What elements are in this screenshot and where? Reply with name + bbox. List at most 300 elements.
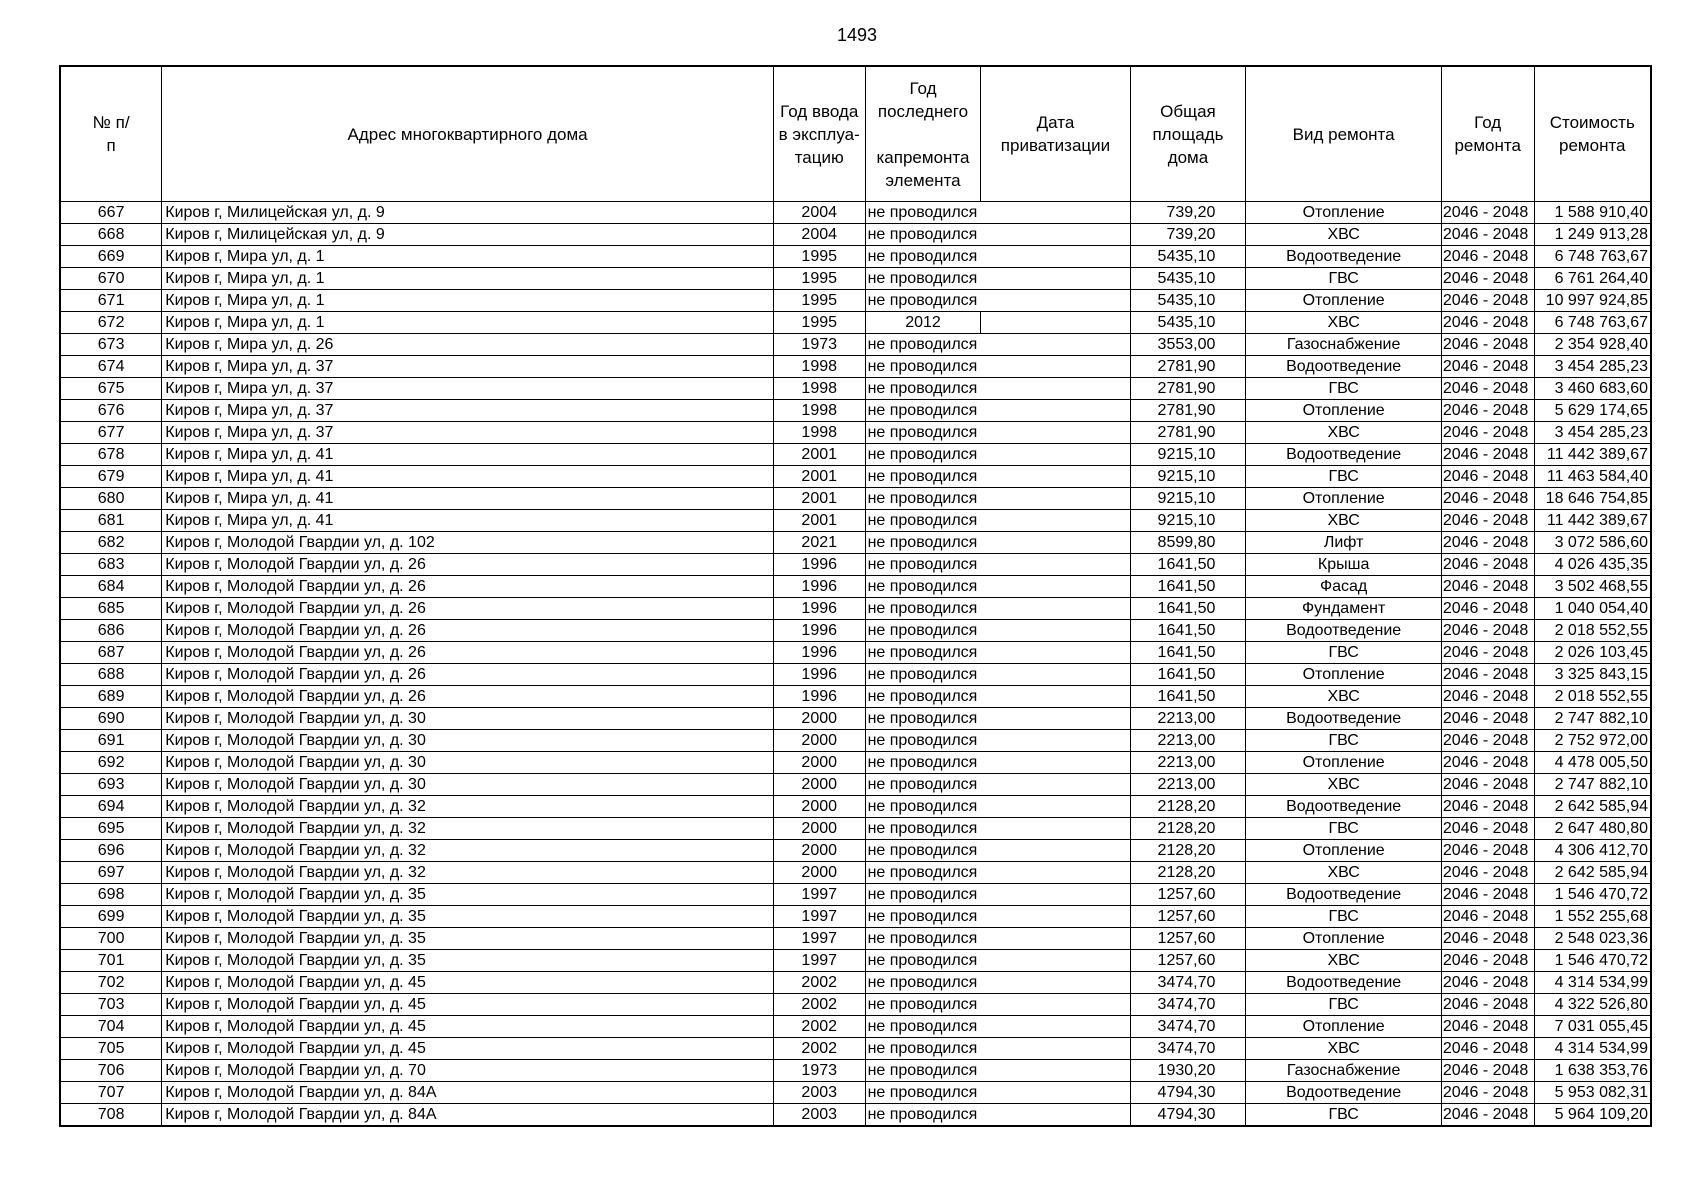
cell-cost: 2 747 882,10 — [1534, 708, 1651, 730]
table-row — [60, 818, 1651, 840]
cell-repair-type: Газоснабжение — [1246, 334, 1441, 356]
cell-address: Киров г, Молодой Гвардии ул, д. 35 — [162, 884, 774, 906]
cell-year-built: 2001 — [773, 488, 865, 510]
cell-last-repair: не проводился — [865, 774, 981, 796]
cell-repair-type: Отопление — [1246, 1016, 1441, 1038]
cell-privatization — [981, 202, 1130, 224]
cell-repair-type: Отопление — [1246, 664, 1441, 686]
cell-repair-type: ГВС — [1246, 994, 1441, 1016]
table-row — [60, 532, 1651, 554]
table-row — [60, 334, 1651, 356]
cell-num: 696 — [60, 840, 162, 862]
cell-year-built: 2000 — [773, 708, 865, 730]
cell-last-repair: не проводился — [865, 532, 981, 554]
cell-privatization — [981, 620, 1130, 642]
cell-last-repair: не проводился — [865, 290, 981, 312]
cell-repair-year: 2046 - 2048 — [1441, 356, 1534, 378]
cell-year-built: 2000 — [773, 752, 865, 774]
cell-num: 678 — [60, 444, 162, 466]
cell-cost: 2 018 552,55 — [1534, 620, 1651, 642]
cell-num: 693 — [60, 774, 162, 796]
cell-cost: 3 325 843,15 — [1534, 664, 1651, 686]
cell-repair-type: Лифт — [1246, 532, 1441, 554]
table-row — [60, 510, 1651, 532]
cell-repair-type: Отопление — [1246, 400, 1441, 422]
cell-repair-year: 2046 - 2048 — [1441, 664, 1534, 686]
cell-area: 1930,20 — [1130, 1060, 1246, 1082]
cell-address: Киров г, Молодой Гвардии ул, д. 70 — [162, 1060, 774, 1082]
cell-year-built: 2002 — [773, 972, 865, 994]
cell-privatization — [981, 488, 1130, 510]
cell-num: 676 — [60, 400, 162, 422]
cell-privatization — [981, 730, 1130, 752]
cell-year-built: 1996 — [773, 686, 865, 708]
table-row — [60, 268, 1651, 290]
cell-area: 1641,50 — [1130, 554, 1246, 576]
cell-address: Киров г, Молодой Гвардии ул, д. 32 — [162, 796, 774, 818]
cell-privatization — [981, 1082, 1130, 1104]
cell-repair-type: ХВС — [1246, 862, 1441, 884]
header-address: Адрес многоквартирного дома — [162, 66, 774, 202]
cell-cost: 4 306 412,70 — [1534, 840, 1651, 862]
table-row — [60, 378, 1651, 400]
table-row — [60, 994, 1651, 1016]
table-row — [60, 1104, 1651, 1127]
cell-repair-year: 2046 - 2048 — [1441, 1104, 1534, 1127]
cell-repair-year: 2046 - 2048 — [1441, 488, 1534, 510]
cell-area: 1257,60 — [1130, 950, 1246, 972]
cell-year-built: 1998 — [773, 378, 865, 400]
cell-num: 702 — [60, 972, 162, 994]
cell-cost: 2 642 585,94 — [1534, 862, 1651, 884]
header-last-repair-line2: капремонта элемента — [876, 147, 970, 190]
header-last-repair — [865, 66, 981, 202]
cell-repair-year: 2046 - 2048 — [1441, 796, 1534, 818]
cell-cost: 1 546 470,72 — [1534, 950, 1651, 972]
cell-address: Киров г, Мира ул, д. 37 — [162, 378, 774, 400]
cell-cost: 11 442 389,67 — [1534, 444, 1651, 466]
cell-area: 2213,00 — [1130, 708, 1246, 730]
cell-repair-year: 2046 - 2048 — [1441, 400, 1534, 422]
table-row — [60, 312, 1651, 334]
cell-area: 1641,50 — [1130, 686, 1246, 708]
cell-privatization — [981, 510, 1130, 532]
cell-area: 1257,60 — [1130, 906, 1246, 928]
table-row — [60, 730, 1651, 752]
cell-num: 671 — [60, 290, 162, 312]
cell-cost: 7 031 055,45 — [1534, 1016, 1651, 1038]
cell-last-repair: не проводился — [865, 928, 981, 950]
cell-last-repair: не проводился — [865, 950, 981, 972]
cell-num: 670 — [60, 268, 162, 290]
cell-num: 697 — [60, 862, 162, 884]
cell-num: 668 — [60, 224, 162, 246]
cell-area: 3474,70 — [1130, 972, 1246, 994]
cell-repair-year: 2046 - 2048 — [1441, 950, 1534, 972]
cell-repair-type: Водоотведение — [1246, 972, 1441, 994]
cell-year-built: 2021 — [773, 532, 865, 554]
cell-repair-year: 2046 - 2048 — [1441, 1038, 1534, 1060]
cell-address: Киров г, Милицейская ул, д. 9 — [162, 202, 774, 224]
cell-privatization — [981, 818, 1130, 840]
cell-repair-type: Водоотведение — [1246, 884, 1441, 906]
cell-area: 5435,10 — [1130, 268, 1246, 290]
cell-area: 2128,20 — [1130, 818, 1246, 840]
cell-repair-year: 2046 - 2048 — [1441, 862, 1534, 884]
cell-repair-type: Водоотведение — [1246, 444, 1441, 466]
cell-year-built: 1998 — [773, 422, 865, 444]
cell-last-repair: не проводился — [865, 906, 981, 928]
cell-year-built: 2002 — [773, 994, 865, 1016]
cell-year-built: 1995 — [773, 290, 865, 312]
cell-num: 669 — [60, 246, 162, 268]
cell-cost: 5 629 174,65 — [1534, 400, 1651, 422]
cell-repair-type: ХВС — [1246, 312, 1441, 334]
cell-last-repair: не проводился — [865, 642, 981, 664]
cell-privatization — [981, 972, 1130, 994]
cell-cost: 2 752 972,00 — [1534, 730, 1651, 752]
cell-repair-year: 2046 - 2048 — [1441, 532, 1534, 554]
cell-num: 698 — [60, 884, 162, 906]
cell-year-built: 1996 — [773, 598, 865, 620]
cell-address: Киров г, Мира ул, д. 41 — [162, 466, 774, 488]
cell-area: 4794,30 — [1130, 1082, 1246, 1104]
cell-repair-year: 2046 - 2048 — [1441, 972, 1534, 994]
table-row — [60, 884, 1651, 906]
cell-cost: 1 638 353,76 — [1534, 1060, 1651, 1082]
cell-repair-year: 2046 - 2048 — [1441, 928, 1534, 950]
cell-cost: 10 997 924,85 — [1534, 290, 1651, 312]
cell-cost: 2 642 585,94 — [1534, 796, 1651, 818]
cell-area: 2128,20 — [1130, 796, 1246, 818]
cell-address: Киров г, Молодой Гвардии ул, д. 26 — [162, 576, 774, 598]
cell-num: 679 — [60, 466, 162, 488]
cell-last-repair: не проводился — [865, 510, 981, 532]
cell-cost: 6 748 763,67 — [1534, 312, 1651, 334]
cell-year-built: 2000 — [773, 796, 865, 818]
cell-privatization — [981, 686, 1130, 708]
cell-address: Киров г, Молодой Гвардии ул, д. 45 — [162, 1038, 774, 1060]
cell-privatization — [981, 598, 1130, 620]
cell-year-built: 2004 — [773, 202, 865, 224]
table-row — [60, 950, 1651, 972]
cell-last-repair: не проводился — [865, 554, 981, 576]
cell-repair-type: Отопление — [1246, 928, 1441, 950]
cell-privatization — [981, 466, 1130, 488]
cell-last-repair: не проводился — [865, 1038, 981, 1060]
cell-num: 686 — [60, 620, 162, 642]
table-row — [60, 1038, 1651, 1060]
cell-address: Киров г, Молодой Гвардии ул, д. 84А — [162, 1082, 774, 1104]
cell-cost: 1 546 470,72 — [1534, 884, 1651, 906]
cell-last-repair: не проводился — [865, 840, 981, 862]
cell-num: 674 — [60, 356, 162, 378]
cell-last-repair: не проводился — [865, 972, 981, 994]
cell-privatization — [981, 950, 1130, 972]
cell-last-repair: не проводился — [865, 884, 981, 906]
cell-area: 2128,20 — [1130, 862, 1246, 884]
cell-area: 2213,00 — [1130, 730, 1246, 752]
cell-num: 685 — [60, 598, 162, 620]
table-row — [60, 290, 1651, 312]
header-repair-type: Вид ремонта — [1246, 66, 1441, 202]
cell-repair-year: 2046 - 2048 — [1441, 774, 1534, 796]
cell-repair-year: 2046 - 2048 — [1441, 884, 1534, 906]
repair-schedule-table — [59, 65, 1652, 1127]
table-row — [60, 906, 1651, 928]
table-row — [60, 774, 1651, 796]
table-row — [60, 1082, 1651, 1104]
table-row — [60, 202, 1651, 224]
cell-year-built: 1997 — [773, 950, 865, 972]
cell-privatization — [981, 378, 1130, 400]
cell-last-repair: не проводился — [865, 356, 981, 378]
cell-num: 707 — [60, 1082, 162, 1104]
cell-address: Киров г, Мира ул, д. 37 — [162, 422, 774, 444]
cell-privatization — [981, 884, 1130, 906]
cell-year-built: 1998 — [773, 400, 865, 422]
table-row — [60, 620, 1651, 642]
cell-area: 2781,90 — [1130, 356, 1246, 378]
cell-privatization — [981, 1060, 1130, 1082]
cell-num: 684 — [60, 576, 162, 598]
cell-repair-year: 2046 - 2048 — [1441, 994, 1534, 1016]
cell-repair-year: 2046 - 2048 — [1441, 906, 1534, 928]
cell-last-repair: не проводился — [865, 444, 981, 466]
cell-area: 1641,50 — [1130, 642, 1246, 664]
cell-area: 739,20 — [1130, 202, 1246, 224]
cell-repair-type: ГВС — [1246, 1104, 1441, 1127]
cell-last-repair: не проводился — [865, 1060, 981, 1082]
table-row — [60, 664, 1651, 686]
cell-privatization — [981, 422, 1130, 444]
cell-last-repair: не проводился — [865, 1016, 981, 1038]
cell-year-built: 1995 — [773, 312, 865, 334]
table-row — [60, 356, 1651, 378]
cell-privatization — [981, 906, 1130, 928]
cell-cost: 11 463 584,40 — [1534, 466, 1651, 488]
cell-area: 8599,80 — [1130, 532, 1246, 554]
cell-last-repair: не проводился — [865, 818, 981, 840]
cell-address: Киров г, Молодой Гвардии ул, д. 30 — [162, 708, 774, 730]
cell-repair-type: Водоотведение — [1246, 620, 1441, 642]
cell-address: Киров г, Мира ул, д. 1 — [162, 246, 774, 268]
cell-address: Киров г, Молодой Гвардии ул, д. 45 — [162, 972, 774, 994]
header-repair-year: Год ремонта — [1441, 66, 1534, 202]
cell-repair-type: Отопление — [1246, 488, 1441, 510]
cell-address: Киров г, Мира ул, д. 41 — [162, 510, 774, 532]
table-row — [60, 840, 1651, 862]
cell-year-built: 1973 — [773, 334, 865, 356]
cell-num: 667 — [60, 202, 162, 224]
cell-address: Киров г, Мира ул, д. 41 — [162, 444, 774, 466]
cell-repair-type: Отопление — [1246, 840, 1441, 862]
cell-num: 695 — [60, 818, 162, 840]
cell-cost: 2 548 023,36 — [1534, 928, 1651, 950]
cell-repair-year: 2046 - 2048 — [1441, 378, 1534, 400]
cell-address: Киров г, Молодой Гвардии ул, д. 30 — [162, 730, 774, 752]
cell-privatization — [981, 862, 1130, 884]
cell-num: 680 — [60, 488, 162, 510]
cell-repair-year: 2046 - 2048 — [1441, 620, 1534, 642]
cell-repair-type: ГВС — [1246, 268, 1441, 290]
cell-area: 3474,70 — [1130, 994, 1246, 1016]
table-header-row — [60, 66, 1651, 202]
cell-area: 2213,00 — [1130, 752, 1246, 774]
table-row — [60, 862, 1651, 884]
table-row — [60, 1016, 1651, 1038]
cell-address: Киров г, Молодой Гвардии ул, д. 45 — [162, 1016, 774, 1038]
header-last-repair-line1: Год последнего — [877, 78, 969, 121]
cell-cost: 1 552 255,68 — [1534, 906, 1651, 928]
cell-cost: 6 748 763,67 — [1534, 246, 1651, 268]
cell-cost: 2 747 882,10 — [1534, 774, 1651, 796]
cell-repair-type: ХВС — [1246, 224, 1441, 246]
cell-area: 9215,10 — [1130, 444, 1246, 466]
cell-cost: 3 502 468,55 — [1534, 576, 1651, 598]
cell-cost: 18 646 754,85 — [1534, 488, 1651, 510]
table-row — [60, 400, 1651, 422]
cell-repair-type: ГВС — [1246, 642, 1441, 664]
cell-cost: 3 460 683,60 — [1534, 378, 1651, 400]
cell-address: Киров г, Мира ул, д. 1 — [162, 312, 774, 334]
cell-year-built: 2001 — [773, 444, 865, 466]
cell-year-built: 2004 — [773, 224, 865, 246]
cell-num: 677 — [60, 422, 162, 444]
cell-year-built: 1997 — [773, 884, 865, 906]
table-row — [60, 686, 1651, 708]
cell-repair-type: Водоотведение — [1246, 708, 1441, 730]
cell-last-repair: не проводился — [865, 752, 981, 774]
cell-num: 705 — [60, 1038, 162, 1060]
cell-address: Киров г, Молодой Гвардии ул, д. 26 — [162, 642, 774, 664]
cell-repair-type: Крыша — [1246, 554, 1441, 576]
cell-last-repair: не проводился — [865, 708, 981, 730]
table-body — [60, 202, 1651, 1127]
cell-last-repair: не проводился — [865, 466, 981, 488]
cell-repair-year: 2046 - 2048 — [1441, 686, 1534, 708]
table-row — [60, 466, 1651, 488]
cell-repair-type: ХВС — [1246, 686, 1441, 708]
cell-year-built: 1997 — [773, 906, 865, 928]
cell-repair-year: 2046 - 2048 — [1441, 1016, 1534, 1038]
header-num: № п/п — [60, 66, 162, 202]
cell-privatization — [981, 708, 1130, 730]
cell-last-repair: не проводился — [865, 994, 981, 1016]
cell-area: 1257,60 — [1130, 884, 1246, 906]
cell-address: Киров г, Молодой Гвардии ул, д. 32 — [162, 840, 774, 862]
cell-area: 1257,60 — [1130, 928, 1246, 950]
cell-area: 9215,10 — [1130, 466, 1246, 488]
cell-privatization — [981, 312, 1130, 334]
cell-year-built: 2000 — [773, 862, 865, 884]
cell-last-repair: не проводился — [865, 268, 981, 290]
cell-repair-year: 2046 - 2048 — [1441, 642, 1534, 664]
cell-privatization — [981, 576, 1130, 598]
header-year-built: Год ввода в эксплуа-тацию — [773, 66, 865, 202]
cell-year-built: 2002 — [773, 1038, 865, 1060]
cell-num: 672 — [60, 312, 162, 334]
cell-privatization — [981, 268, 1130, 290]
cell-year-built: 1996 — [773, 620, 865, 642]
cell-area: 1641,50 — [1130, 664, 1246, 686]
cell-num: 700 — [60, 928, 162, 950]
cell-repair-type: Водоотведение — [1246, 1082, 1441, 1104]
cell-address: Киров г, Молодой Гвардии ул, д. 26 — [162, 620, 774, 642]
cell-cost: 5 964 109,20 — [1534, 1104, 1651, 1127]
cell-year-built: 2001 — [773, 466, 865, 488]
cell-repair-year: 2046 - 2048 — [1441, 246, 1534, 268]
header-area: Общая площадь дома — [1130, 66, 1246, 202]
cell-repair-year: 2046 - 2048 — [1441, 202, 1534, 224]
cell-area: 5435,10 — [1130, 290, 1246, 312]
cell-last-repair: не проводился — [865, 224, 981, 246]
cell-privatization — [981, 840, 1130, 862]
table-row — [60, 752, 1651, 774]
cell-repair-type: Отопление — [1246, 752, 1441, 774]
cell-last-repair: не проводился — [865, 576, 981, 598]
cell-last-repair: не проводился — [865, 730, 981, 752]
table-row — [60, 708, 1651, 730]
cell-privatization — [981, 290, 1130, 312]
cell-repair-type: Водоотведение — [1246, 796, 1441, 818]
cell-address: Киров г, Молодой Гвардии ул, д. 32 — [162, 862, 774, 884]
cell-num: 703 — [60, 994, 162, 1016]
cell-privatization — [981, 1038, 1130, 1060]
cell-area: 9215,10 — [1130, 510, 1246, 532]
cell-num: 708 — [60, 1104, 162, 1127]
cell-area: 4794,30 — [1130, 1104, 1246, 1127]
cell-last-repair: не проводился — [865, 862, 981, 884]
cell-cost: 5 953 082,31 — [1534, 1082, 1651, 1104]
cell-year-built: 2000 — [773, 730, 865, 752]
cell-num: 692 — [60, 752, 162, 774]
cell-last-repair: не проводился — [865, 686, 981, 708]
cell-address: Киров г, Мира ул, д. 37 — [162, 356, 774, 378]
cell-area: 3474,70 — [1130, 1038, 1246, 1060]
cell-repair-type: Фундамент — [1246, 598, 1441, 620]
cell-address: Киров г, Мира ул, д. 37 — [162, 400, 774, 422]
cell-year-built: 2000 — [773, 818, 865, 840]
cell-address: Киров г, Милицейская ул, д. 9 — [162, 224, 774, 246]
cell-area: 739,20 — [1130, 224, 1246, 246]
cell-last-repair: не проводился — [865, 202, 981, 224]
cell-repair-type: ХВС — [1246, 950, 1441, 972]
cell-cost: 3 454 285,23 — [1534, 422, 1651, 444]
cell-address: Киров г, Мира ул, д. 41 — [162, 488, 774, 510]
cell-privatization — [981, 774, 1130, 796]
table-row — [60, 598, 1651, 620]
cell-repair-type: ХВС — [1246, 1038, 1441, 1060]
cell-num: 701 — [60, 950, 162, 972]
cell-year-built: 1996 — [773, 576, 865, 598]
cell-cost: 6 761 264,40 — [1534, 268, 1651, 290]
cell-repair-type: Фасад — [1246, 576, 1441, 598]
cell-num: 704 — [60, 1016, 162, 1038]
cell-cost: 2 026 103,45 — [1534, 642, 1651, 664]
cell-year-built: 1995 — [773, 246, 865, 268]
table-row — [60, 928, 1651, 950]
cell-year-built: 1995 — [773, 268, 865, 290]
header-cost: Стоимость ремонта — [1534, 66, 1651, 202]
cell-repair-year: 2046 - 2048 — [1441, 510, 1534, 532]
cell-repair-year: 2046 - 2048 — [1441, 554, 1534, 576]
cell-cost: 2 354 928,40 — [1534, 334, 1651, 356]
table-row — [60, 972, 1651, 994]
cell-num: 699 — [60, 906, 162, 928]
cell-cost: 2 647 480,80 — [1534, 818, 1651, 840]
cell-privatization — [981, 1016, 1130, 1038]
